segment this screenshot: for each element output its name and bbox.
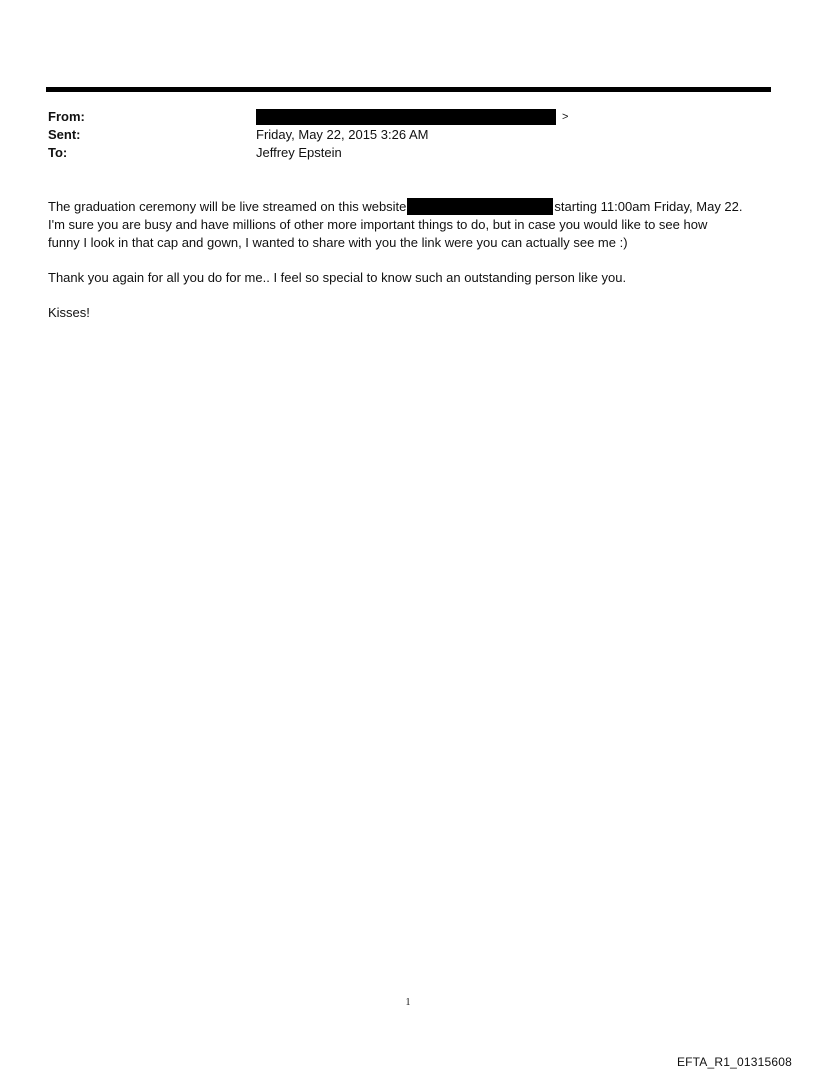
message-paragraph-2: Thank you again for all you do for me.. I feel so special to know such an outstanding person like you.	[48, 270, 627, 285]
website-redaction	[407, 198, 553, 215]
message-line-1	[48, 198, 783, 216]
message-line-1-start: The graduation ceremony will be live streamed on this website	[48, 199, 407, 214]
message-line-3: funny I look in that cap and gown, I wanted to share with you the link were you can actually see me :)	[48, 235, 628, 250]
bates-number: EFTA_R1_01315608	[676, 1055, 792, 1069]
message-paragraph-1	[48, 198, 783, 252]
to-label: To:	[48, 145, 68, 160]
message-line-2: I'm sure you are busy and have millions of other more important things to do, but in case you would like to see how	[48, 217, 708, 232]
header-divider	[46, 87, 771, 92]
message-sign-off: Kisses!	[48, 305, 90, 320]
sent-value: Friday, May 22, 2015 3:26 AM	[256, 127, 429, 142]
from-address-suffix: >	[562, 111, 569, 123]
from-redaction	[256, 109, 556, 125]
message-line-1-end: starting 11:00am Friday, May 22.	[554, 199, 743, 214]
page-number: 1	[405, 997, 411, 1008]
sent-label: Sent:	[48, 127, 81, 142]
from-label: From:	[48, 109, 85, 124]
to-value: Jeffrey Epstein	[256, 145, 342, 160]
